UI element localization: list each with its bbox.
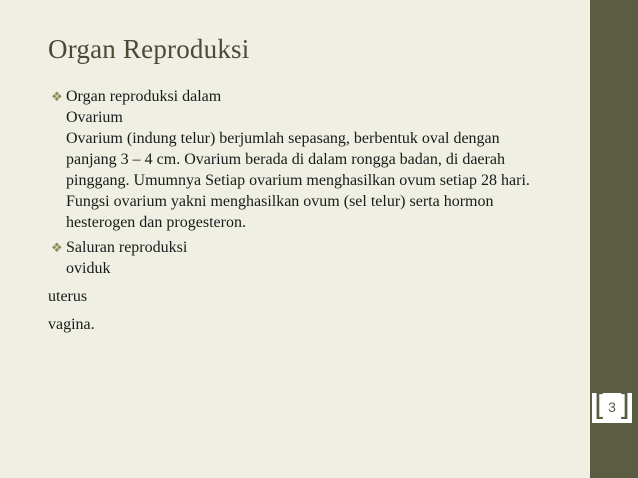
bullet-item (48, 86, 588, 107)
plain-text-line: uterus (48, 288, 88, 305)
slide-content (48, 86, 588, 335)
page-number-box (592, 388, 632, 423)
bullet-text-line: oviduk (66, 260, 111, 277)
diamond-bullet-icon: ❖ (51, 240, 63, 255)
slide-title: Organ Reproduksi (48, 34, 250, 64)
right-brace-icon: ] (618, 388, 630, 423)
bullet-heading: Organ reproduksi dalam (66, 88, 222, 105)
bullet-text-line: Fungsi ovarium yakni menghasilkan ovum (sel telur) serta hormon (66, 193, 494, 210)
bullet-text-line: hesterogen dan progesteron. (66, 214, 246, 231)
bullet-heading: Saluran reproduksi (66, 239, 188, 256)
bullet-text-line: Ovarium (indung telur) berjumlah sepasang, berbentuk oval dengan (66, 130, 500, 147)
bullet-text-line: panjang 3 – 4 cm. Ovarium berada di dalam rongga badan, di daerah (66, 151, 505, 168)
bullet-item (48, 237, 588, 258)
page-number: 3 (608, 399, 616, 415)
left-brace-icon: [ (594, 388, 606, 423)
bullet-text-line: pinggang. Umumnya Setiap ovarium menghasilkan ovum setiap 28 hari. (66, 172, 530, 189)
bullet-text-line: Ovarium (66, 109, 123, 126)
diamond-bullet-icon: ❖ (51, 89, 63, 104)
plain-text-line: vagina. (48, 316, 95, 333)
